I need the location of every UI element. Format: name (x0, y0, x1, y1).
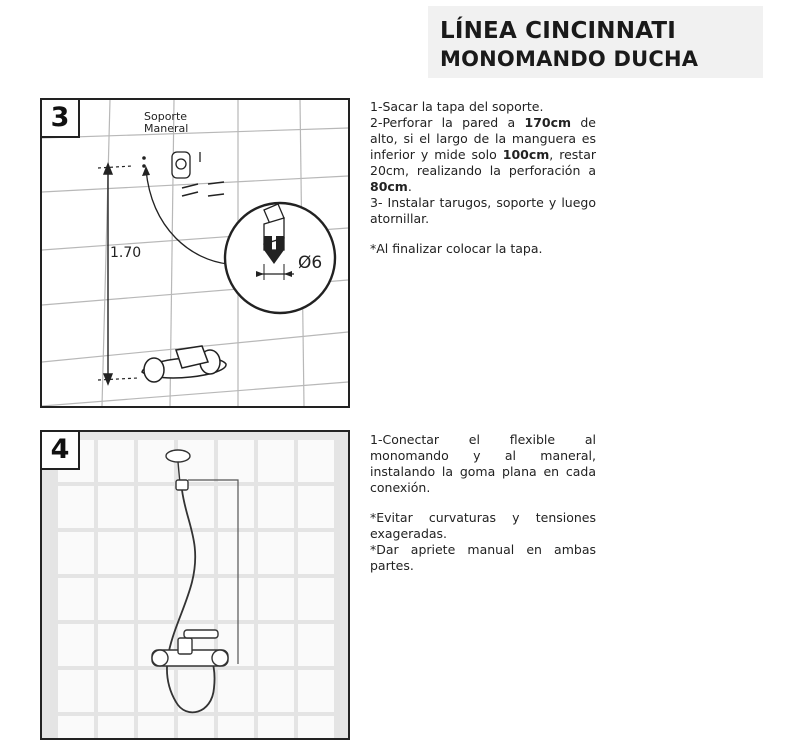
wall-tile (298, 532, 334, 574)
support-bracket-icon (172, 152, 200, 178)
wall-tile (178, 486, 214, 528)
wall-tile (258, 578, 294, 620)
product-model-title: MONOMANDO DUCHA (440, 47, 699, 71)
step-4-instructions (370, 432, 596, 574)
step-4-illustration (40, 430, 350, 740)
wall-tile (178, 578, 214, 620)
step-4-note-2: *Dar apriete manual en ambas partes. (370, 542, 596, 573)
wall-tile (98, 486, 134, 528)
wall-tile (58, 532, 94, 574)
wall-tile (98, 532, 134, 574)
wall-tile (58, 486, 94, 528)
wall-tile (138, 670, 174, 712)
wall-tile (178, 670, 214, 712)
wall-tile (58, 670, 94, 712)
step-3-number: 3 (42, 100, 80, 138)
wall-tile (218, 532, 254, 574)
step-3-instructions (370, 99, 596, 257)
support-label-line2: Maneral (144, 122, 189, 135)
step-3-item-3: 3- Instalar tarugos, soporte y luego atornillar. (370, 195, 596, 226)
wall-tile (298, 486, 334, 528)
wall-tile (58, 716, 94, 738)
wall-tile (298, 578, 334, 620)
wall-tile (218, 670, 254, 712)
step-3-illustration (40, 98, 350, 408)
step-4-number: 4 (42, 432, 80, 470)
wall-tile (258, 624, 294, 666)
wall-tile (98, 670, 134, 712)
wall-drilling-diagram (42, 100, 348, 406)
wall-tile (58, 624, 94, 666)
step-3-item-2: 2-Perforar la pared a 170cm de alto, si el largo de la manguera es inferior y mide solo 100cm, restar 20cm, realizando la perforación a 80cm. (370, 115, 596, 194)
support-label-line1: Soporte (144, 110, 188, 123)
wall-tile (298, 624, 334, 666)
wall-tile (218, 716, 254, 738)
drill-diameter-label: Ø6 (298, 253, 323, 273)
wall-tile (298, 440, 334, 482)
wall-tile (58, 578, 94, 620)
title-banner (428, 6, 763, 78)
drill-points (142, 156, 146, 168)
wall-tile (218, 486, 254, 528)
wall-tile (258, 532, 294, 574)
wall-tile (98, 440, 134, 482)
wall-tile (258, 440, 294, 482)
step-3-item-1: 1-Sacar la tapa del soporte. (370, 99, 544, 114)
wall-tile (218, 440, 254, 482)
wall-tile (218, 578, 254, 620)
product-line-title: LÍNEA CINCINNATI (440, 18, 677, 44)
wall-tile (258, 486, 294, 528)
wall-tile (298, 716, 334, 738)
wall-tile (138, 440, 174, 482)
wall-tile (178, 716, 214, 738)
wall-tile (138, 486, 174, 528)
wall-tile (98, 578, 134, 620)
wall-tile (258, 670, 294, 712)
wall-tile (258, 716, 294, 738)
step-4-note-1: *Evitar curvaturas y tensiones exageradas. (370, 510, 596, 541)
wall-tile (98, 624, 134, 666)
wall-tile (138, 578, 174, 620)
wall-tile (138, 532, 174, 574)
wall-tile (298, 670, 334, 712)
shower-installation-diagram (42, 432, 348, 738)
height-value-label: 1.70 (110, 245, 142, 261)
wall-tile (138, 716, 174, 738)
wall-tile (98, 716, 134, 738)
step-3-note: *Al finalizar colocar la tapa. (370, 241, 543, 256)
step-4-item-1: 1-Conectar el flexible al monomando y al maneral, instalando la goma plana en cada conexión. (370, 432, 596, 495)
